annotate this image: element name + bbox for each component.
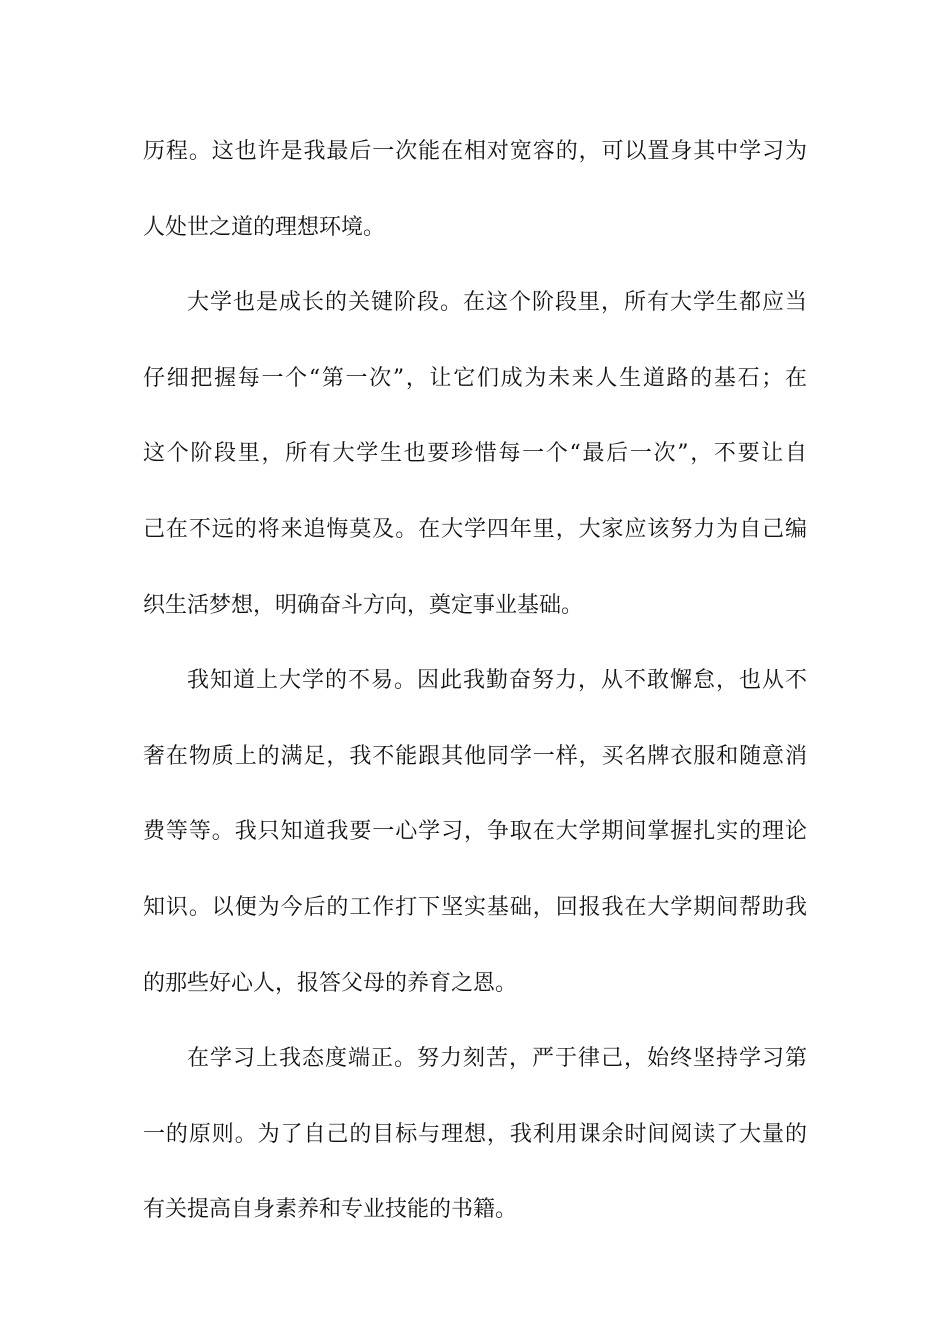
text-line: 这个阶段里，所有大学生也要珍惜每一个“最后一次”，不要让自 xyxy=(143,441,807,467)
text-line: 织生活梦想，明确奋斗方向，奠定事业基础。 xyxy=(143,592,584,618)
text-line: 知识。以便为今后的工作打下坚实基础，回报我在大学期间帮助我 xyxy=(143,894,807,920)
text-line: 费等等。我只知道我要一心学习，争取在大学期间掌握扎实的理论 xyxy=(143,819,807,845)
text-line: 历程。这也许是我最后一次能在相对宽容的，可以置身其中学习为 xyxy=(143,139,807,164)
text-line: 人处世之道的理想环境。 xyxy=(143,214,386,240)
text-line: 奢在物质上的满足，我不能跟其他同学一样，买名牌衣服和随意消 xyxy=(143,743,807,769)
text-line: 一的原则。为了自己的目标与理想，我利用课余时间阅读了大量的 xyxy=(143,1121,807,1147)
text-line: 己在不远的将来追悔莫及。在大学四年里，大家应该努力为自己编 xyxy=(143,516,807,542)
text-line: 我知道上大学的不易。因此我勤奋努力，从不敢懈怠，也从不 xyxy=(187,668,807,694)
document-body xyxy=(143,131,807,1265)
text-line: 有关提高自身素养和专业技能的书籍。 xyxy=(143,1197,518,1223)
text-line: 仔细把握每一个“第一次”，让它们成为未来人生道路的基石；在 xyxy=(143,365,807,391)
text-line: 在学习上我态度端正。努力刻苦，严于律己，始终坚持学习第 xyxy=(187,1046,807,1072)
text-line: 大学也是成长的关键阶段。在这个阶段里，所有大学生都应当 xyxy=(187,290,807,316)
text-line: 的那些好心人，报答父母的养育之恩。 xyxy=(143,970,518,996)
